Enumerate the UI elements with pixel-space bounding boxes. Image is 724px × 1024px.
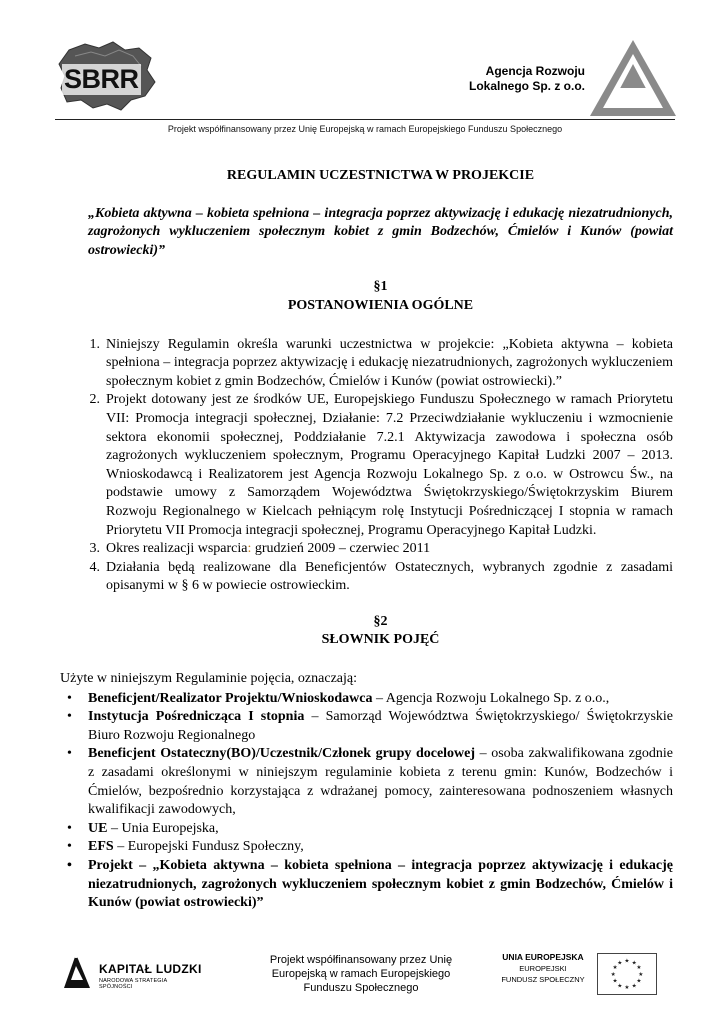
ara-logo — [588, 38, 678, 118]
list-item — [67, 820, 673, 839]
bullet-icon: • — [67, 858, 72, 873]
section-2-lead: Użyte w niniejszym Regulaminie pojęcia, oznaczają: — [60, 671, 357, 687]
kapital-ludzki-logo — [62, 950, 202, 990]
section-2-heading — [88, 613, 673, 650]
section-2-title: SŁOWNIK POJĘĆ — [321, 632, 440, 648]
section-2-number: §2 — [373, 613, 388, 629]
bullet-icon: • — [67, 839, 72, 855]
agency-name — [430, 64, 585, 94]
eu-stars-icon — [598, 954, 656, 994]
glossary-term: Instytucja Pośrednicząca I stopnia — [88, 709, 305, 725]
project-name: „Kobieta aktywna – kobieta spełniona – integracja poprzez aktywizację i edukację niezatrudnionych, zagrożonych wykluczeniem społecznym kobiet z gmin Bodzechów, Ćmielów i Kunów (powiat ostrowiecki)” — [88, 205, 673, 258]
footer-cofinancing-note: Projekt współfinansowany przez Unię Europejską w ramach Europejskiego Funduszu Społecznego — [269, 954, 453, 994]
svg-text:★: ★ — [612, 965, 618, 972]
svg-text:★: ★ — [617, 983, 623, 990]
list-item-text-before: Okres realizacji wsparcia — [106, 541, 248, 557]
kapital-ludzki-title: KAPITAŁ LUDZKI — [99, 962, 202, 976]
list-item-text: Działania będą realizowane dla Beneficjentów Ostatecznych, wybranych zgodnie z zasadami opisanymi w § 6 w powiecie ostrowieckim. — [106, 559, 673, 594]
document-body — [60, 167, 673, 913]
list-item — [67, 838, 673, 857]
triangle-logo-icon — [588, 38, 678, 118]
svg-text:★: ★ — [631, 960, 637, 967]
list-item — [67, 690, 673, 709]
glossary-definition: – Unia Europejska, — [107, 820, 219, 836]
section-1-number: §1 — [373, 279, 388, 295]
glossary-definition: – „Kobieta aktywna – kobieta spełniona – integracja poprzez aktywizację i edukację niezatrudnionych, zagrożonych wykluczeniem społecznym kobiet z gmin Bodzechów, Ćmielów i Kunów (powiat ostrowiecki)” — [88, 858, 673, 911]
eu-flag — [597, 953, 657, 995]
bullet-icon: • — [67, 746, 72, 762]
header-cofinancing-note: Projekt współfinansowany przez Unię Europejską w ramach Europejskiego Funduszu Społecznego — [167, 124, 563, 134]
glossary-definition: – osoba zakwalifikowana zgodnie z zasadami określonymi w niniejszym regulaminie kobieta z terenu gmin: Kunów, Bodzechów i Ćmielów, bezpośrednio korzystająca z wdrażanej pomocy, zainteresowana podnoszeniem własnych kwalifikacji zawodowych, — [88, 746, 673, 818]
list-item — [67, 857, 673, 913]
kapital-ludzki-subtitle: NARODOWA STRATEGIA SPÓJNOŚCI — [99, 978, 168, 990]
list-item-number: 2. — [89, 392, 100, 408]
list-item — [88, 559, 673, 596]
list-item-colon: : — [247, 541, 252, 557]
glossary-term: Projekt — [88, 858, 133, 873]
svg-text:★: ★ — [636, 965, 642, 972]
list-item-text-after: grudzień 2009 – czerwiec 2011 — [251, 541, 431, 557]
glossary-definition: – Samorząd Województwa Świętokrzyskiego/ Świętokrzyskie Biuro Rozwoju Regionalnego — [88, 709, 673, 743]
sbrr-logo-text: SBRR — [64, 64, 139, 94]
svg-text:★: ★ — [631, 983, 637, 990]
list-item-number: 3. — [89, 541, 100, 557]
page-header — [0, 0, 724, 140]
svg-text:★: ★ — [636, 978, 642, 985]
eu-subtitle-2: FUNDUSZ SPOŁECZNY — [501, 975, 585, 984]
svg-text:★: ★ — [638, 971, 644, 978]
bullet-icon: • — [67, 690, 72, 706]
bullet-icon: • — [67, 709, 72, 725]
section-1-heading — [88, 278, 673, 315]
page-footer — [0, 940, 724, 1024]
svg-text:★: ★ — [612, 978, 618, 985]
eu-fund-label — [493, 952, 593, 985]
agency-name-line2: Lokalnego Sp. z o.o. — [468, 79, 585, 93]
list-item-text: Projekt dotowany jest ze środków UE, Europejskiego Funduszu Społecznego w ramach Priorytetu VII: Promocja integracji społecznej, Działanie: 7.2 Przeciwdziałanie wykluczeniu i wzmocnienie sektora ekonomii społecznej, Poddziałanie 7.2.1 Aktywizacja zawodowa i społeczna osób zagrożonych wykluczeniem społecznym, Programu Operacyjnego Kapitał Ludzki 2007 – 2013. Wnioskodawcą i Realizatorem jest Agencja Rozwoju Lokalnego Sp. z o.o. w Ostrowcu Św., na podstawie umowy z Samorządem Województwa Świętokrzyskiego/Świętokrzyskim Biurem Rozwoju Regionalnego w Kielcach pełniącym rolę Instytucji Pośredniczącej I stopnia w ramach Priorytetu VII Promocja integracji społecznej, Programu Operacyjnego Kapitał Ludzki. — [106, 392, 673, 538]
kapital-ludzki-icon — [62, 950, 92, 990]
glossary-list — [67, 690, 673, 913]
list-item — [67, 708, 673, 745]
section-1-list — [88, 336, 673, 596]
glossary-term: UE — [88, 820, 108, 836]
svg-text:★: ★ — [624, 985, 630, 992]
glossary-definition: – Agencja Rozwoju Lokalnego Sp. z o.o., — [372, 690, 610, 706]
section-1-title: POSTANOWIENIA OGÓLNE — [287, 297, 474, 313]
glossary-term: Beneficjent Ostateczny(BO)/Uczestnik/Członek grupy docelowej — [88, 746, 476, 762]
svg-text:★: ★ — [610, 971, 616, 978]
bullet-icon: • — [67, 820, 72, 836]
svg-text:★: ★ — [617, 960, 623, 967]
list-item-number: 1. — [89, 336, 100, 352]
eu-title: UNIA EUROPEJSKA — [502, 952, 584, 962]
list-item — [88, 391, 673, 540]
svg-text:★: ★ — [624, 958, 630, 965]
glossary-term: Beneficjent/Realizator Projektu/Wnioskodawca — [88, 690, 373, 706]
glossary-term: EFS — [88, 839, 114, 855]
list-item — [67, 745, 673, 819]
list-item — [88, 336, 673, 392]
list-item-text: Niniejszy Regulamin określa warunki uczestnictwa w projekcie: „Kobieta aktywna – kobieta spełniona – integracja poprzez aktywizację i edukację niezatrudnionych, zagrożonych wykluczeniem społecznym kobiet z gmin Bodzechów, Ćmielów i Kunów (powiat ostrowiecki).” — [106, 336, 673, 389]
list-item-number: 4. — [89, 559, 100, 575]
list-item — [88, 540, 673, 559]
glossary-definition: – Europejski Fundusz Społeczny, — [113, 839, 304, 855]
agency-name-line1: Agencja Rozwoju — [485, 64, 585, 78]
sbrr-logo — [55, 40, 163, 112]
eu-subtitle-1: EUROPEJSKI — [519, 964, 567, 973]
header-divider — [55, 119, 675, 120]
document-title: REGULAMIN UCZESTNICTWA W PROJEKCIE — [226, 168, 535, 183]
